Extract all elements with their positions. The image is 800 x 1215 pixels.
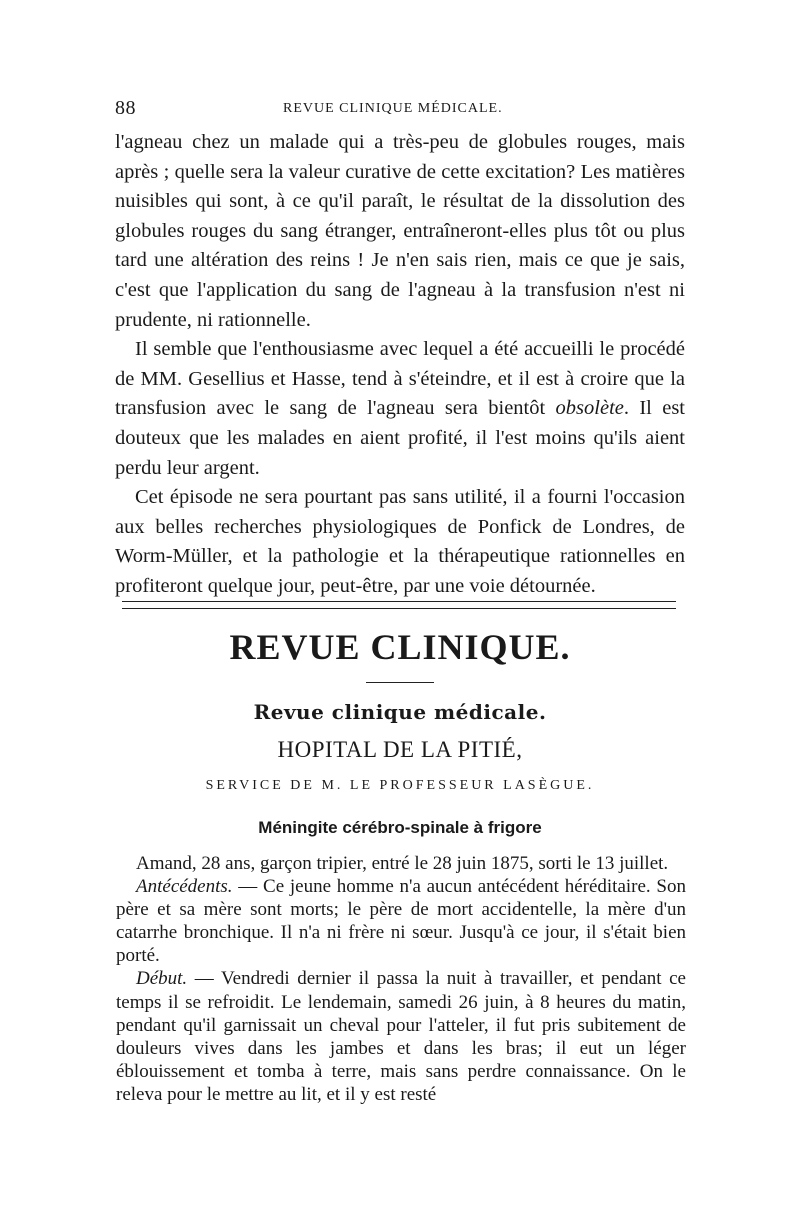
body-text-top (115, 128, 685, 602)
page-number: 88 (115, 97, 136, 119)
running-head: REVUE CLINIQUE MÉDICALE. (283, 101, 503, 116)
patient-intro: Amand, 28 ans, garçon tripier, entré le 28 juin 1875, sorti le 13 juillet. (136, 853, 669, 874)
paragraph-episode: Cet épisode ne sera pourtant pas sans utilité, il a fourni l'occasion aux belles recherches physiologiques de Ponfick de Londres, de Worm-Müller, et la pathologie et la thérapeutique rationnelles en profiteront quelque jour, peut-être, par une voie détournée. (115, 486, 685, 597)
subsection-title: Revue clinique médicale. (253, 700, 547, 724)
paragraph-transfusion-conclusion: l'agneau chez un malade qui a très-peu de globules rouges, mais après ; quelle sera la valeur curative de cette excitation? Les matières nuisibles qui sont, à ce qu'il paraît, le résultat de la dissolution des globules rouges du sang étranger, entraîneront-elles plus tôt ou plus tard une altération des reins ! Je n'en sais rien, mais ce que je sais, c'est que l'application du sang de l'agneau à la transfusion n'est ni prudente, ni rationnelle. (115, 131, 685, 331)
service-line: SERVICE DE M. LE PROFESSEUR LASÈGUE. (205, 778, 595, 793)
debut-paragraph (116, 967, 686, 1106)
debut-label: Début. (136, 968, 188, 990)
paragraph-enthusiasm-end: . Il est douteux que les malades en aient profité, il l'est moins qu'ils aient perdu leur argent. (115, 397, 685, 479)
hospital-name: HOPITAL DE LA PITIÉ, (277, 737, 523, 762)
section-divider (122, 601, 676, 609)
section-title: REVUE CLINIQUE. (229, 627, 571, 667)
antecedents-paragraph (116, 875, 686, 967)
debut-text: — Vendredi dernier il passa la nuit à travailler, et pendant ce temps il se refroidit. Le lendemain, samedi 26 juin, à 8 heures du matin, pendant qu'il garnissait un cheval pour l'atteler, il fut pris subitement de douleurs vives dans les jambes et dans les bras; il eut un léger éblouissement et tomba à terre, mais sans perdre connaissance. On le releva pour le mettre au lit, et il y est resté (116, 968, 686, 1105)
antecedents-text: — Ce jeune homme n'a aucun antécédent héréditaire. Son père et sa mère sont morts; le père de mort accidentelle, la mère d'un catarrhe bronchique. Il n'a ni frère ni sœur. Jusqu'à ce jour, il s'était bien porté. (116, 876, 686, 967)
article-body (116, 852, 686, 1106)
article-title: Méningite cérébro-spinale à frigore (258, 818, 542, 837)
paragraph-enthusiasm (115, 335, 685, 483)
paragraph-enthusiasm-start: Il semble que l'enthousiasme avec lequel a été accueilli le procédé de MM. Gesellius et Hasse, tend à s'éteindre, et il est à croire que la transfusion avec le sang de l'agneau sera bientôt (115, 338, 685, 420)
title-underline (366, 682, 434, 683)
antecedents-label: Antécédents. (136, 876, 233, 898)
obsolete-term: obsolète (555, 397, 624, 420)
page-header (115, 97, 685, 121)
